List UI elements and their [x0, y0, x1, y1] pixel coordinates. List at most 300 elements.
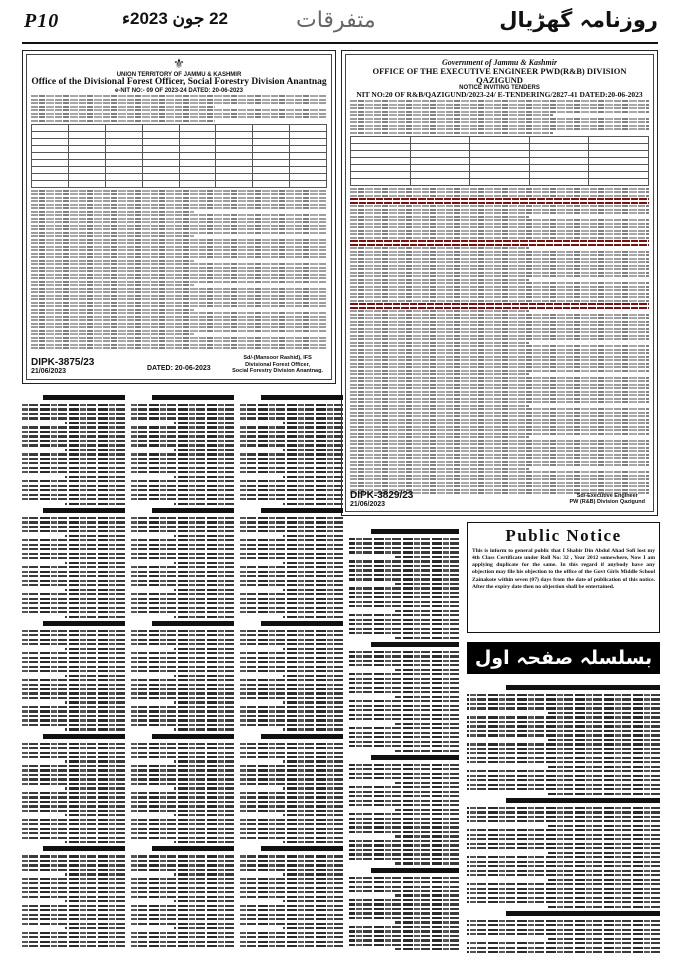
urdu-text-line: [22, 607, 125, 609]
text-line: [350, 356, 649, 358]
urdu-text-line: [174, 503, 234, 505]
urdu-text-line: [174, 760, 234, 762]
urdu-text-line: [22, 932, 125, 934]
urdu-text-line: [240, 765, 343, 767]
table-cell: [290, 145, 327, 152]
table-cell: [253, 152, 290, 159]
urdu-text-line: [174, 535, 234, 537]
urdu-text-line: [349, 632, 459, 634]
urdu-text-line: [131, 458, 234, 460]
urdu-text-line: [349, 628, 459, 630]
table-cell: [105, 152, 142, 159]
urdu-text-line: [240, 891, 343, 893]
urdu-text-line: [349, 890, 459, 892]
urdu-text-line: [22, 498, 125, 500]
text-line: [350, 478, 649, 480]
section-title: متفرقات: [296, 8, 376, 33]
table-cell: [470, 150, 530, 157]
table-cell: [216, 152, 253, 159]
urdu-text-line: [548, 852, 660, 854]
urdu-text-line: [65, 701, 125, 703]
table-cell: [470, 157, 530, 164]
urdu-text-line: [131, 882, 234, 884]
text-line: [350, 338, 649, 340]
text-line: [350, 223, 649, 225]
urdu-text-line: [467, 834, 660, 836]
urdu-text-line: [22, 553, 125, 555]
urdu-text-line: [283, 449, 343, 451]
urdu-text-line: [22, 679, 125, 681]
urdu-headline: [43, 508, 125, 513]
text-line: [31, 305, 327, 307]
table-cell: [32, 152, 69, 159]
urdu-text-line: [22, 819, 125, 821]
text-line: [31, 193, 327, 195]
urdu-headline: [261, 734, 343, 739]
text-line: [350, 289, 649, 291]
table-cell: [68, 180, 105, 187]
urdu-text-line: [467, 856, 660, 858]
urdu-text-line: [131, 918, 234, 920]
text-line: [31, 109, 327, 111]
urdu-text-line: [240, 480, 343, 482]
urdu-text-line: [240, 467, 343, 469]
urdu-text-line: [131, 796, 234, 798]
text-line: [31, 291, 327, 293]
urdu-text-line: [240, 923, 343, 925]
text-line: [31, 333, 194, 335]
table-cell: [589, 178, 649, 185]
table-cell: [351, 136, 411, 143]
urdu-text-line: [467, 947, 660, 949]
urdu-text-line: [240, 611, 343, 613]
text-line: [350, 345, 649, 347]
urdu-text-line: [22, 918, 125, 920]
urdu-text-line: [22, 404, 125, 406]
urdu-text-line: [349, 818, 459, 820]
text-line: [350, 475, 649, 477]
urdu-text-line: [467, 929, 660, 931]
urdu-text-line: [240, 498, 343, 500]
urdu-text-line: [22, 823, 125, 825]
urdu-text-line: [131, 945, 234, 947]
urdu-text-line: [240, 706, 343, 708]
urdu-text-line: [131, 652, 234, 654]
urdu-text-line: [131, 801, 234, 803]
text-line: [350, 205, 649, 207]
urdu-text-line: [349, 791, 459, 793]
urdu-text-line: [131, 887, 234, 889]
urdu-text-line: [131, 571, 234, 573]
urdu-text-line: [131, 408, 234, 410]
urdu-text-line: [240, 855, 343, 857]
urdu-text-line: [240, 878, 343, 880]
urdu-text-line: [240, 792, 343, 794]
ad-terms: [31, 190, 327, 350]
urdu-text-line: [283, 648, 343, 650]
urdu-text-line: [131, 891, 234, 893]
urdu-text-line: [395, 894, 459, 896]
urdu-text-line: [467, 694, 660, 696]
ad-footer-ids: [350, 490, 413, 508]
text-line: [350, 272, 649, 274]
ad-body: [350, 100, 649, 134]
text-line: [31, 295, 327, 297]
urdu-text-line: [349, 574, 459, 576]
urdu-text-line: [349, 786, 459, 788]
urdu-text-line: [22, 855, 125, 857]
urdu-text-line: [240, 778, 343, 780]
text-line: [350, 398, 649, 400]
urdu-text-line: [131, 832, 234, 834]
text-line: [350, 394, 649, 396]
urdu-text-line: [131, 462, 234, 464]
text-line: [350, 366, 649, 368]
urdu-text-line: [240, 630, 343, 632]
urdu-headline: [506, 798, 660, 803]
urdu-text-line: [131, 657, 234, 659]
urdu-text-line: [174, 873, 234, 875]
table-cell: [470, 143, 530, 150]
table-cell: [589, 143, 649, 150]
urdu-text-line: [349, 736, 459, 738]
urdu-text-line: [22, 805, 125, 807]
urdu-text-line: [22, 837, 125, 839]
table-cell: [142, 124, 179, 131]
table-cell: [179, 138, 216, 145]
urdu-text-line: [22, 643, 125, 645]
urdu-text-line: [65, 760, 125, 762]
urdu-text-line: [22, 458, 125, 460]
urdu-text-line: [349, 822, 459, 824]
urdu-text-line: [131, 923, 234, 925]
urdu-text-line: [349, 795, 459, 797]
urdu-text-line: [22, 539, 125, 541]
table-cell: [470, 178, 530, 185]
table-cell: [410, 136, 470, 143]
text-line: [350, 457, 649, 459]
urdu-text-line: [548, 825, 660, 827]
urdu-text-line: [349, 741, 459, 743]
urdu-text-line: [240, 670, 343, 672]
text-line: [31, 211, 194, 213]
urdu-text-line: [174, 476, 234, 478]
text-line: [350, 268, 649, 270]
table-cell: [470, 164, 530, 171]
urdu-text-line: [131, 485, 234, 487]
urdu-text-line: [174, 927, 234, 929]
text-line: [31, 312, 327, 314]
urdu-text-line: [467, 933, 660, 935]
text-line: [31, 260, 194, 262]
table-cell: [68, 166, 105, 173]
urdu-text-line: [548, 879, 660, 881]
text-line: [350, 282, 649, 284]
text-line: [31, 242, 327, 244]
urdu-text-line: [131, 643, 234, 645]
table-cell: [589, 171, 649, 178]
urdu-text-line: [467, 757, 660, 759]
urdu-text-line: [240, 607, 343, 609]
text-line: [31, 214, 327, 216]
urdu-text-line: [22, 945, 125, 947]
urdu-text-line: [349, 673, 459, 675]
table-cell: [351, 150, 411, 157]
text-line: [350, 251, 649, 253]
gov-heading: Government of Jammu & Kashmir: [441, 58, 558, 67]
urdu-text-line: [283, 900, 343, 902]
urdu-text-line: [240, 692, 343, 694]
urdu-text-line: [65, 814, 125, 816]
urdu-text-line: [131, 553, 234, 555]
urdu-text-line: [240, 724, 343, 726]
urdu-text-line: [240, 774, 343, 776]
urdu-text-line: [240, 444, 343, 446]
urdu-text-line: [349, 858, 459, 860]
urdu-text-line: [467, 920, 660, 922]
text-line: [350, 426, 649, 428]
urdu-text-line: [240, 517, 343, 519]
urdu-text-line: [131, 593, 234, 595]
urdu-text-line: [131, 710, 234, 712]
table-cell: [253, 173, 290, 180]
table-cell: [589, 150, 649, 157]
urdu-text-line: [22, 936, 125, 938]
text-line: [350, 342, 529, 344]
urdu-text-line: [467, 870, 660, 872]
table-cell: [410, 157, 470, 164]
urdu-text-line: [240, 431, 343, 433]
urdu-text-line: [22, 752, 125, 754]
urdu-text-line: [131, 692, 234, 694]
urdu-text-line: [22, 413, 125, 415]
urdu-text-line: [240, 643, 343, 645]
urdu-text-line: [22, 408, 125, 410]
text-line: [31, 239, 327, 241]
table-cell: [216, 138, 253, 145]
urdu-text-line: [240, 710, 343, 712]
urdu-text-line: [240, 887, 343, 889]
urdu-headline: [43, 621, 125, 626]
table-cell: [32, 145, 69, 152]
urdu-headline: [43, 395, 125, 400]
nit-number: e-NIT NO:- 09 OF 2023-24 DATED: 20-06-2023: [115, 87, 243, 94]
urdu-text-line: [174, 675, 234, 677]
notice-title: Public Notice: [505, 526, 622, 545]
table-cell: [253, 145, 290, 152]
urdu-text-line: [395, 669, 459, 671]
header-rule: [22, 42, 658, 44]
urdu-headline: [152, 621, 234, 626]
urdu-headline: [371, 529, 459, 534]
urdu-text-line: [131, 471, 234, 473]
text-line: [350, 307, 649, 309]
urdu-text-line: [131, 769, 234, 771]
urdu-text-line: [349, 691, 459, 693]
urdu-text-line: [22, 530, 125, 532]
urdu-text-line: [467, 892, 660, 894]
text-line: [350, 349, 649, 351]
urdu-text-line: [240, 697, 343, 699]
table-cell: [529, 157, 589, 164]
urdu-text-line: [349, 768, 459, 770]
text-line: [350, 352, 649, 354]
text-line: [350, 443, 649, 445]
text-line: [350, 247, 529, 249]
urdu-text-line: [131, 823, 234, 825]
text-line: [31, 319, 327, 321]
urdu-text-line: [22, 435, 125, 437]
text-line: [31, 347, 327, 349]
urdu-text-line: [131, 413, 234, 415]
urdu-text-line: [131, 765, 234, 767]
urdu-text-line: [240, 471, 343, 473]
text-line: [350, 293, 649, 295]
table-cell: [142, 131, 179, 138]
urdu-text-line: [22, 743, 125, 745]
urdu-text-line: [349, 903, 459, 905]
ad-title: OFFICE OF THE EXECUTIVE ENGINEER PWD(R&B) DIVISION QAZIGUND: [372, 66, 627, 85]
urdu-text-line: [22, 756, 125, 758]
table-cell: [68, 159, 105, 166]
urdu-text-line: [22, 914, 125, 916]
urdu-text-line: [349, 623, 459, 625]
urdu-text-line: [467, 775, 660, 777]
urdu-text-line: [240, 553, 343, 555]
urdu-text-line: [240, 571, 343, 573]
text-line: [350, 303, 649, 305]
urdu-text-line: [467, 820, 660, 822]
urdu-text-line: [131, 521, 234, 523]
table-cell: [216, 180, 253, 187]
dipk-number: DIPK-3829/23: [350, 490, 414, 501]
urdu-text-line: [548, 793, 660, 795]
text-line: [350, 317, 649, 319]
works-table: [31, 124, 327, 188]
page-number: P10: [24, 10, 60, 32]
text-line: [350, 233, 649, 235]
table-cell: [105, 159, 142, 166]
text-line: [31, 95, 327, 97]
urdu-text-line: [22, 896, 125, 898]
urdu-text-line: [131, 936, 234, 938]
urdu-text-line: [349, 660, 459, 662]
urdu-text-line: [22, 652, 125, 654]
urdu-text-line: [22, 715, 125, 717]
text-line: [350, 401, 649, 403]
urdu-text-line: [22, 792, 125, 794]
urdu-text-line: [467, 838, 660, 840]
urdu-text-line: [22, 426, 125, 428]
urdu-text-line: [22, 630, 125, 632]
text-line: [350, 471, 649, 473]
urdu-text-line: [349, 709, 459, 711]
urdu-text-line: [467, 779, 660, 781]
urdu-text-line: [240, 440, 343, 442]
dipk-number: DIPK-3875/23: [31, 357, 95, 368]
text-line: [31, 263, 327, 265]
urdu-text-line: [174, 900, 234, 902]
urdu-text-line: [131, 914, 234, 916]
urdu-text-line: [131, 805, 234, 807]
urdu-text-line: [467, 874, 660, 876]
urdu-text-line: [22, 593, 125, 595]
urdu-text-line: [131, 453, 234, 455]
table-cell: [529, 164, 589, 171]
urdu-text-line: [131, 752, 234, 754]
urdu-text-line: [240, 639, 343, 641]
text-line: [31, 256, 327, 258]
urdu-headline: [43, 734, 125, 739]
urdu-text-line: [349, 614, 459, 616]
text-line: [350, 464, 649, 466]
text-line: [350, 121, 649, 123]
urdu-text-line: [22, 765, 125, 767]
urdu-text-line: [349, 853, 459, 855]
urdu-text-line: [131, 598, 234, 600]
urdu-text-line: [283, 927, 343, 929]
urdu-text-line: [467, 725, 660, 727]
urdu-text-line: [22, 864, 125, 866]
text-line: [350, 230, 649, 232]
urdu-text-line: [22, 611, 125, 613]
urdu-text-line: [131, 431, 234, 433]
urdu-text-line: [131, 417, 234, 419]
urdu-text-line: [467, 707, 660, 709]
urdu-text-line: [131, 837, 234, 839]
urdu-text-line: [240, 783, 343, 785]
urdu-text-line: [174, 589, 234, 591]
urdu-text-line: [174, 422, 234, 424]
table-cell: [529, 136, 589, 143]
table-cell: [68, 131, 105, 138]
text-line: [31, 116, 327, 118]
urdu-text-line: [349, 542, 459, 544]
table-cell: [470, 136, 530, 143]
urdu-text-line: [131, 743, 234, 745]
urdu-text-line: [240, 756, 343, 758]
urdu-headline: [371, 868, 459, 873]
urdu-text-line: [395, 809, 459, 811]
table-cell: [290, 159, 327, 166]
table-cell: [142, 145, 179, 152]
table-cell: [32, 166, 69, 173]
urdu-text-line: [467, 752, 660, 754]
table-cell: [142, 159, 179, 166]
urdu-text-line: [22, 697, 125, 699]
text-line: [350, 422, 649, 424]
urdu-text-line: [22, 440, 125, 442]
text-line: [31, 281, 327, 283]
urdu-text-line: [240, 882, 343, 884]
urdu-text-line: [349, 831, 459, 833]
text-line: [350, 373, 529, 375]
urdu-text-line: [240, 747, 343, 749]
urdu-text-line: [240, 530, 343, 532]
urdu-text-line: [349, 714, 459, 716]
table-cell: [105, 138, 142, 145]
text-line: [350, 405, 529, 407]
urdu-text-line: [548, 938, 660, 940]
urdu-text-line: [395, 948, 459, 950]
text-line: [350, 226, 649, 228]
urdu-text-line: [131, 896, 234, 898]
table-cell: [68, 145, 105, 152]
urdu-text-line: [22, 941, 125, 943]
urdu-text-line: [240, 575, 343, 577]
officer-signature: Sd/-(Mansoor Rashid), IFS Divisional Forest Officer, Social Forestry Division Anantnag.: [232, 355, 323, 375]
urdu-text-line: [240, 566, 343, 568]
